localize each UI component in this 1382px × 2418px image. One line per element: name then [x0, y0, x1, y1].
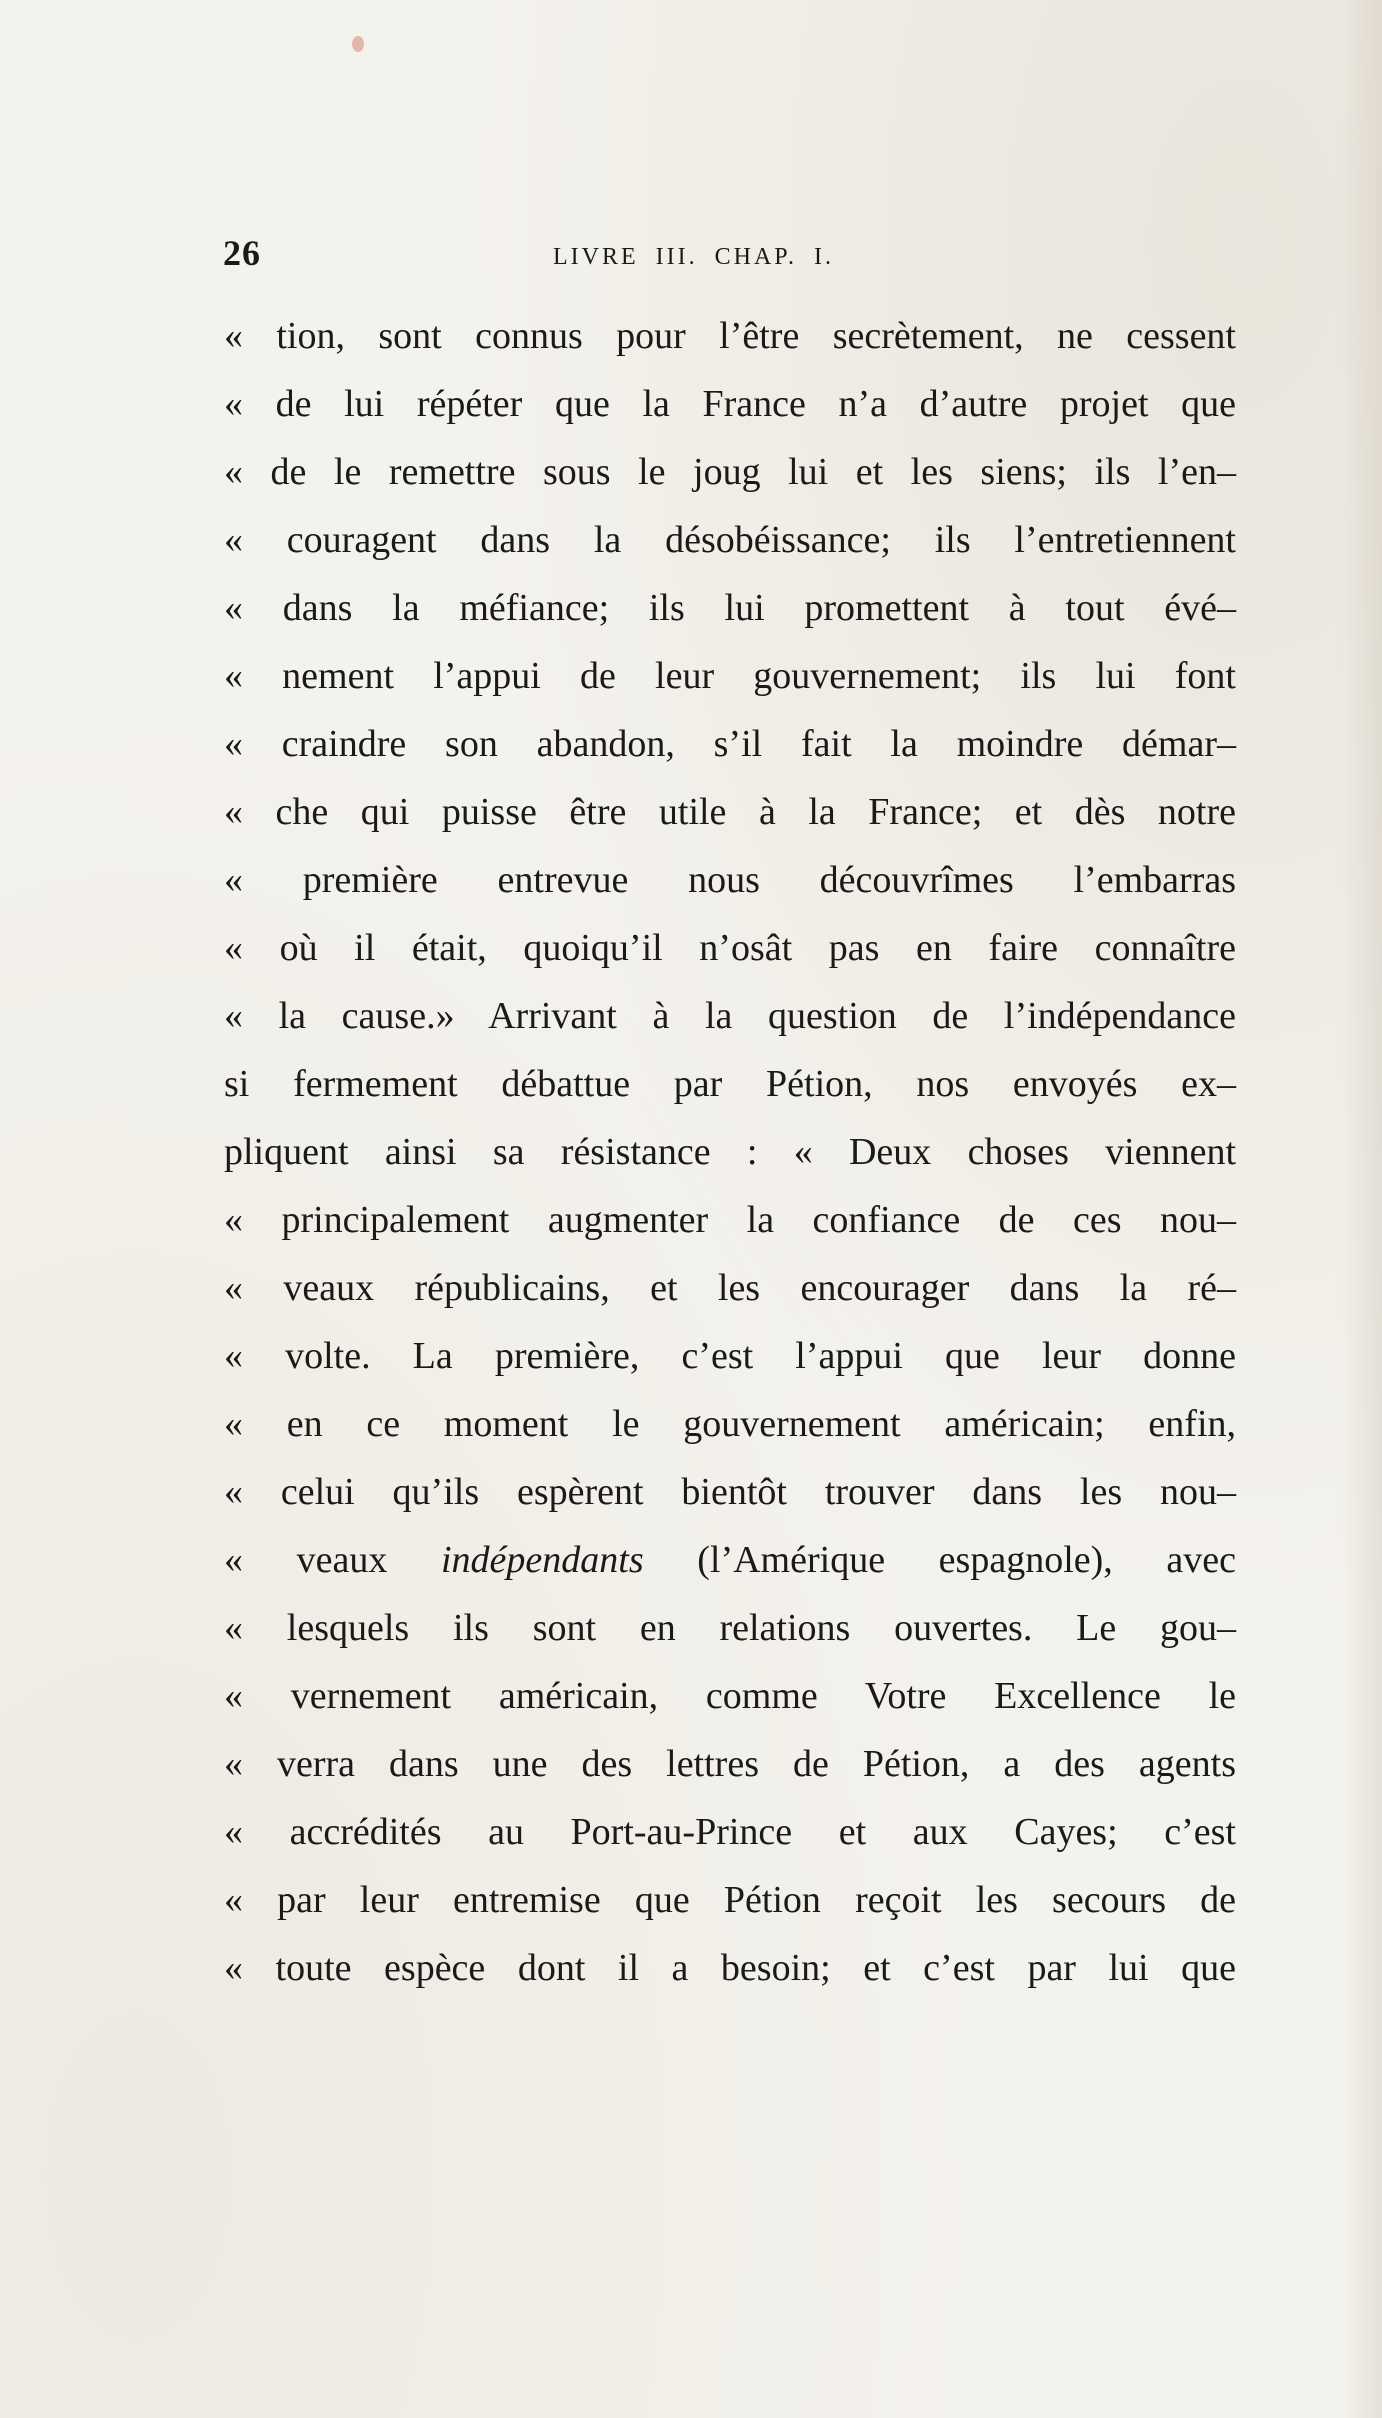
text-line: « veaux républicains, et les encourager dans la ré– [224, 1267, 1236, 1309]
text-line: « dans la méfiance; ils lui promettent à tout évé– [224, 587, 1236, 629]
text-segment: « veaux [224, 1539, 441, 1581]
italic-word: indépendants [440, 1539, 644, 1581]
text-line: « volte. La première, c’est l’appui que leur donne [224, 1335, 1236, 1377]
ink-spot [352, 36, 364, 52]
text-line: « principalement augmenter la confiance de ces nou– [224, 1199, 1236, 1241]
text-line: « première entrevue nous découvrîmes l’embarras [224, 859, 1236, 901]
text-line: « verra dans une des lettres de Pétion, a des agents [224, 1743, 1236, 1785]
text-line: « lesquels ils sont en relations ouvertes. Le gou– [224, 1607, 1236, 1649]
text-line: « accrédités au Port-au-Prince et aux Cayes; c’est [224, 1811, 1236, 1853]
body-text [224, 302, 1236, 2002]
text-line: « de lui répéter que la France n’a d’autre projet que [224, 383, 1236, 425]
text-line: « couragent dans la désobéissance; ils l’entretiennent [224, 519, 1236, 561]
text-line: « craindre son abandon, s’il fait la moindre démar– [224, 723, 1236, 765]
text-line: pliquent ainsi sa résistance : « Deux choses viennent [224, 1131, 1236, 1173]
text-line: « où il était, quoiqu’il n’osât pas en faire connaître [224, 927, 1236, 969]
text-line: « toute espèce dont il a besoin; et c’est par lui que [224, 1947, 1236, 1989]
running-head: LIVRE III. CHAP. I. [553, 244, 834, 270]
text-line: « nement l’appui de leur gouvernement; ils lui font [224, 655, 1236, 697]
text-line: « par leur entremise que Pétion reçoit les secours de [224, 1879, 1236, 1921]
text-segment: (l’Amérique espagnole), avec [643, 1539, 1236, 1581]
text-line-with-italic [224, 1526, 1236, 1594]
text-line: « tion, sont connus pour l’être secrètement, ne cessent [224, 315, 1236, 357]
page-header [223, 232, 1243, 282]
text-line: « che qui puisse être utile à la France; et dès notre [224, 791, 1236, 833]
page-number: 26 [223, 233, 261, 273]
text-line: « en ce moment le gouvernement américain; enfin, [224, 1403, 1236, 1445]
text-line: « la cause.» Arrivant à la question de l’indépendance [224, 995, 1236, 1037]
text-line: « vernement américain, comme Votre Excellence le [224, 1675, 1236, 1717]
page-edge-shadow [1342, 0, 1382, 2418]
text-line: si fermement débattue par Pétion, nos envoyés ex– [224, 1063, 1236, 1105]
text-line: « de le remettre sous le joug lui et les siens; ils l’en– [224, 451, 1236, 493]
text-line: « celui qu’ils espèrent bientôt trouver dans les nou– [224, 1471, 1236, 1513]
